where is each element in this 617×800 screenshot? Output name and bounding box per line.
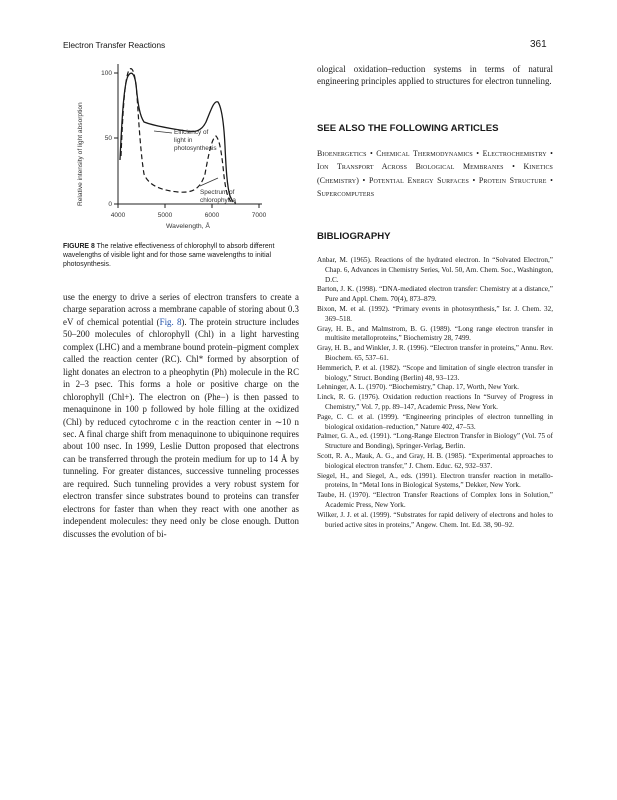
left-column-text xyxy=(63,291,299,540)
bibliography-entry: Linck, R. G. (1976). Oxidation reduction reactions In “Survey of Progress in Chemistry,” Vol. 7, pp. 89–147, Academic Press, New York. xyxy=(317,393,553,411)
y-axis-label: Relative intensity of light absorption xyxy=(77,102,84,206)
bibliography-entry: Wilker, J. J. et al. (1999). “Substrates for rapid delivery of electrons and holes to buried active sites in proteins,” Angew. Chem. Int. Ed. 38, 90–92. xyxy=(317,510,553,529)
left-paragraph-part1: use the energy to drive a series of electron transfers to create a charge separation across a membrane capable of storing about 0.3 eV of chemical potential ( xyxy=(63,292,299,327)
bibliography-entry: Lehninger, A. L. (1970). “Biochemistry,” Chap. 17, Worth, New York. xyxy=(317,383,519,392)
legend-efficiency-line1: Efficiency of xyxy=(174,129,209,136)
caption-text: The relative effectiveness of chlorophyll to absorb different wavelengths of visible light and for those same wavelengths to initial photosynthesis. xyxy=(63,243,275,268)
y-tick-label: 50 xyxy=(104,135,112,142)
bibliography-entry: Palmer, G. A., ed. (1991). “Long-Range Electron Transfer in Biology” (Vol. 75 of Structure and Bonding), Springer-Verlag, Berlin. xyxy=(317,432,553,451)
x-tick-label: 7000 xyxy=(251,212,267,219)
caption-label: FIGURE 8 xyxy=(63,243,95,250)
bibliography-entry: Anbar, M. (1965). Reactions of the hydrated electron. In “Solvated Electron,” Chap. 6, Advances in Chemistry Series, Vol. 50, Am. Chem. Soc., Washington, D.C. xyxy=(317,256,553,284)
right-column-text: ological oxidation–reduction systems in terms of natural engineering principles applied to structures for electron tunneling. xyxy=(317,64,553,87)
left-paragraph-part2: ). The protein structure includes 50–200 molecules of chlorophyll (Chl) in a light harvesting complex (LHC) and a membrane bound protein–pigment complex called the reaction center (RC). Chl* formed by absorption of light donates an electron to a pheophytin (Ph) molecule in the RC in 2–3 psec. This forms a hole or positive charge on the chlorophyll (Chl+). The electron on (Phe−) is then passed to menaquinone in 100 p followed by hole filling at the oxidized (Chl) by reduced cytochrome c in the reaction center in ∼10 n sec. A final charge shift from menaquinone to ubiquinone requires about 100 nsec. In 1999, Leslie Dutton proposed that electrons can be transferred through the protein medium for up to 14 Å by tunneling. For greater distances, successive tunneling processes are required. Such tunneling provides a very robust system for electron transfer since substrates bound to proteins can transfer electrons for faster than when they react with one another as independent molecules: they need only be close enough. Dutton discusses the evolution of bi- xyxy=(63,316,300,539)
bibliography-entry: Gray, H. B., and Malmstrom, B. G. (1989). “Long range electron transfer in multisite metalloproteins,” Biochemistry 28, 7499. xyxy=(317,324,553,343)
running-title: Electron Transfer Reactions xyxy=(63,40,166,50)
page-number: 361 xyxy=(530,39,547,50)
x-axis-label: Wavelength, Å xyxy=(166,223,210,230)
absorption-chart xyxy=(68,56,288,240)
figure-caption xyxy=(63,242,299,269)
x-tick-label: 4000 xyxy=(110,212,126,219)
bibliography-entry: Barton, J. K. (1998). “DNA-mediated electron transfer: Chemistry at a distance,” Pure and Appl. Chem. 70(4), 873–879. xyxy=(317,285,553,304)
bibliography-list xyxy=(317,256,553,530)
bibliography-heading: BIBLIOGRAPHY xyxy=(317,231,391,242)
legend-spectrum-line1: Spectrum of xyxy=(200,189,235,196)
y-tick-label: 100 xyxy=(101,70,112,77)
bibliography-entry: Page, C. C. et al. (1999). “Engineering principles of electron tunnelling in biological oxidation–reduction,” Nature 402, 47–53. xyxy=(317,412,553,431)
see-also-heading: SEE ALSO THE FOLLOWING ARTICLES xyxy=(317,123,499,134)
legend-spectrum-line2: chlorophyll a xyxy=(200,197,236,204)
figure-8 xyxy=(68,56,288,240)
y-tick-label: 0 xyxy=(108,201,112,208)
bibliography-entry: Gray, H. B., and Winkler, J. R. (1996). “Electron transfer in proteins,” Annu. Rev. Biochem. 65, 537–61. xyxy=(317,344,553,362)
bibliography-entry: Taube, H. (1970). “Electron Transfer Reactions of Complex Ions in Solution,” Academic Press, New York. xyxy=(317,491,553,509)
x-tick-label: 6000 xyxy=(204,212,220,219)
bibliography-entry: Scott, R. A., Mauk, A. G., and Gray, H. B. (1985). “Experimental approaches to biological electron transfer,” J. Chem. Educ. 62, 932–937. xyxy=(317,451,553,470)
bibliography-entry: Bixon, M. et al. (1992). “Primary events in photosynthesis,” Isr. J. Chem. 32, 369–518. xyxy=(317,304,553,323)
bibliography-entry: Siegel, H., and Siegel, A., eds. (1991). Electron transfer reaction in metallo-proteins, In “Metal Ions in Biological Systems,” Dekker, New York. xyxy=(317,471,553,490)
legend-efficiency-line3: photosynthesis xyxy=(174,145,217,152)
see-also-articles: Bioenergetics • Chemical Thermodynamics • Electrochemistry • Ion Transport Across Biological Membranes • Kinetics (Chemistry) • Potential Energy Surfaces • Protein Structure • Supercomputers xyxy=(317,149,553,199)
figure-8-link[interactable]: Fig. 8 xyxy=(159,316,182,327)
legend-efficiency-line2: light in xyxy=(174,137,193,144)
bibliography-entry: Hemmerich, P. et al. (1982). “Scope and limitation of single electron transfer in biology,” Struct. Bonding (Berlin) 48, 93–123. xyxy=(317,363,553,382)
x-tick-label: 5000 xyxy=(157,212,173,219)
